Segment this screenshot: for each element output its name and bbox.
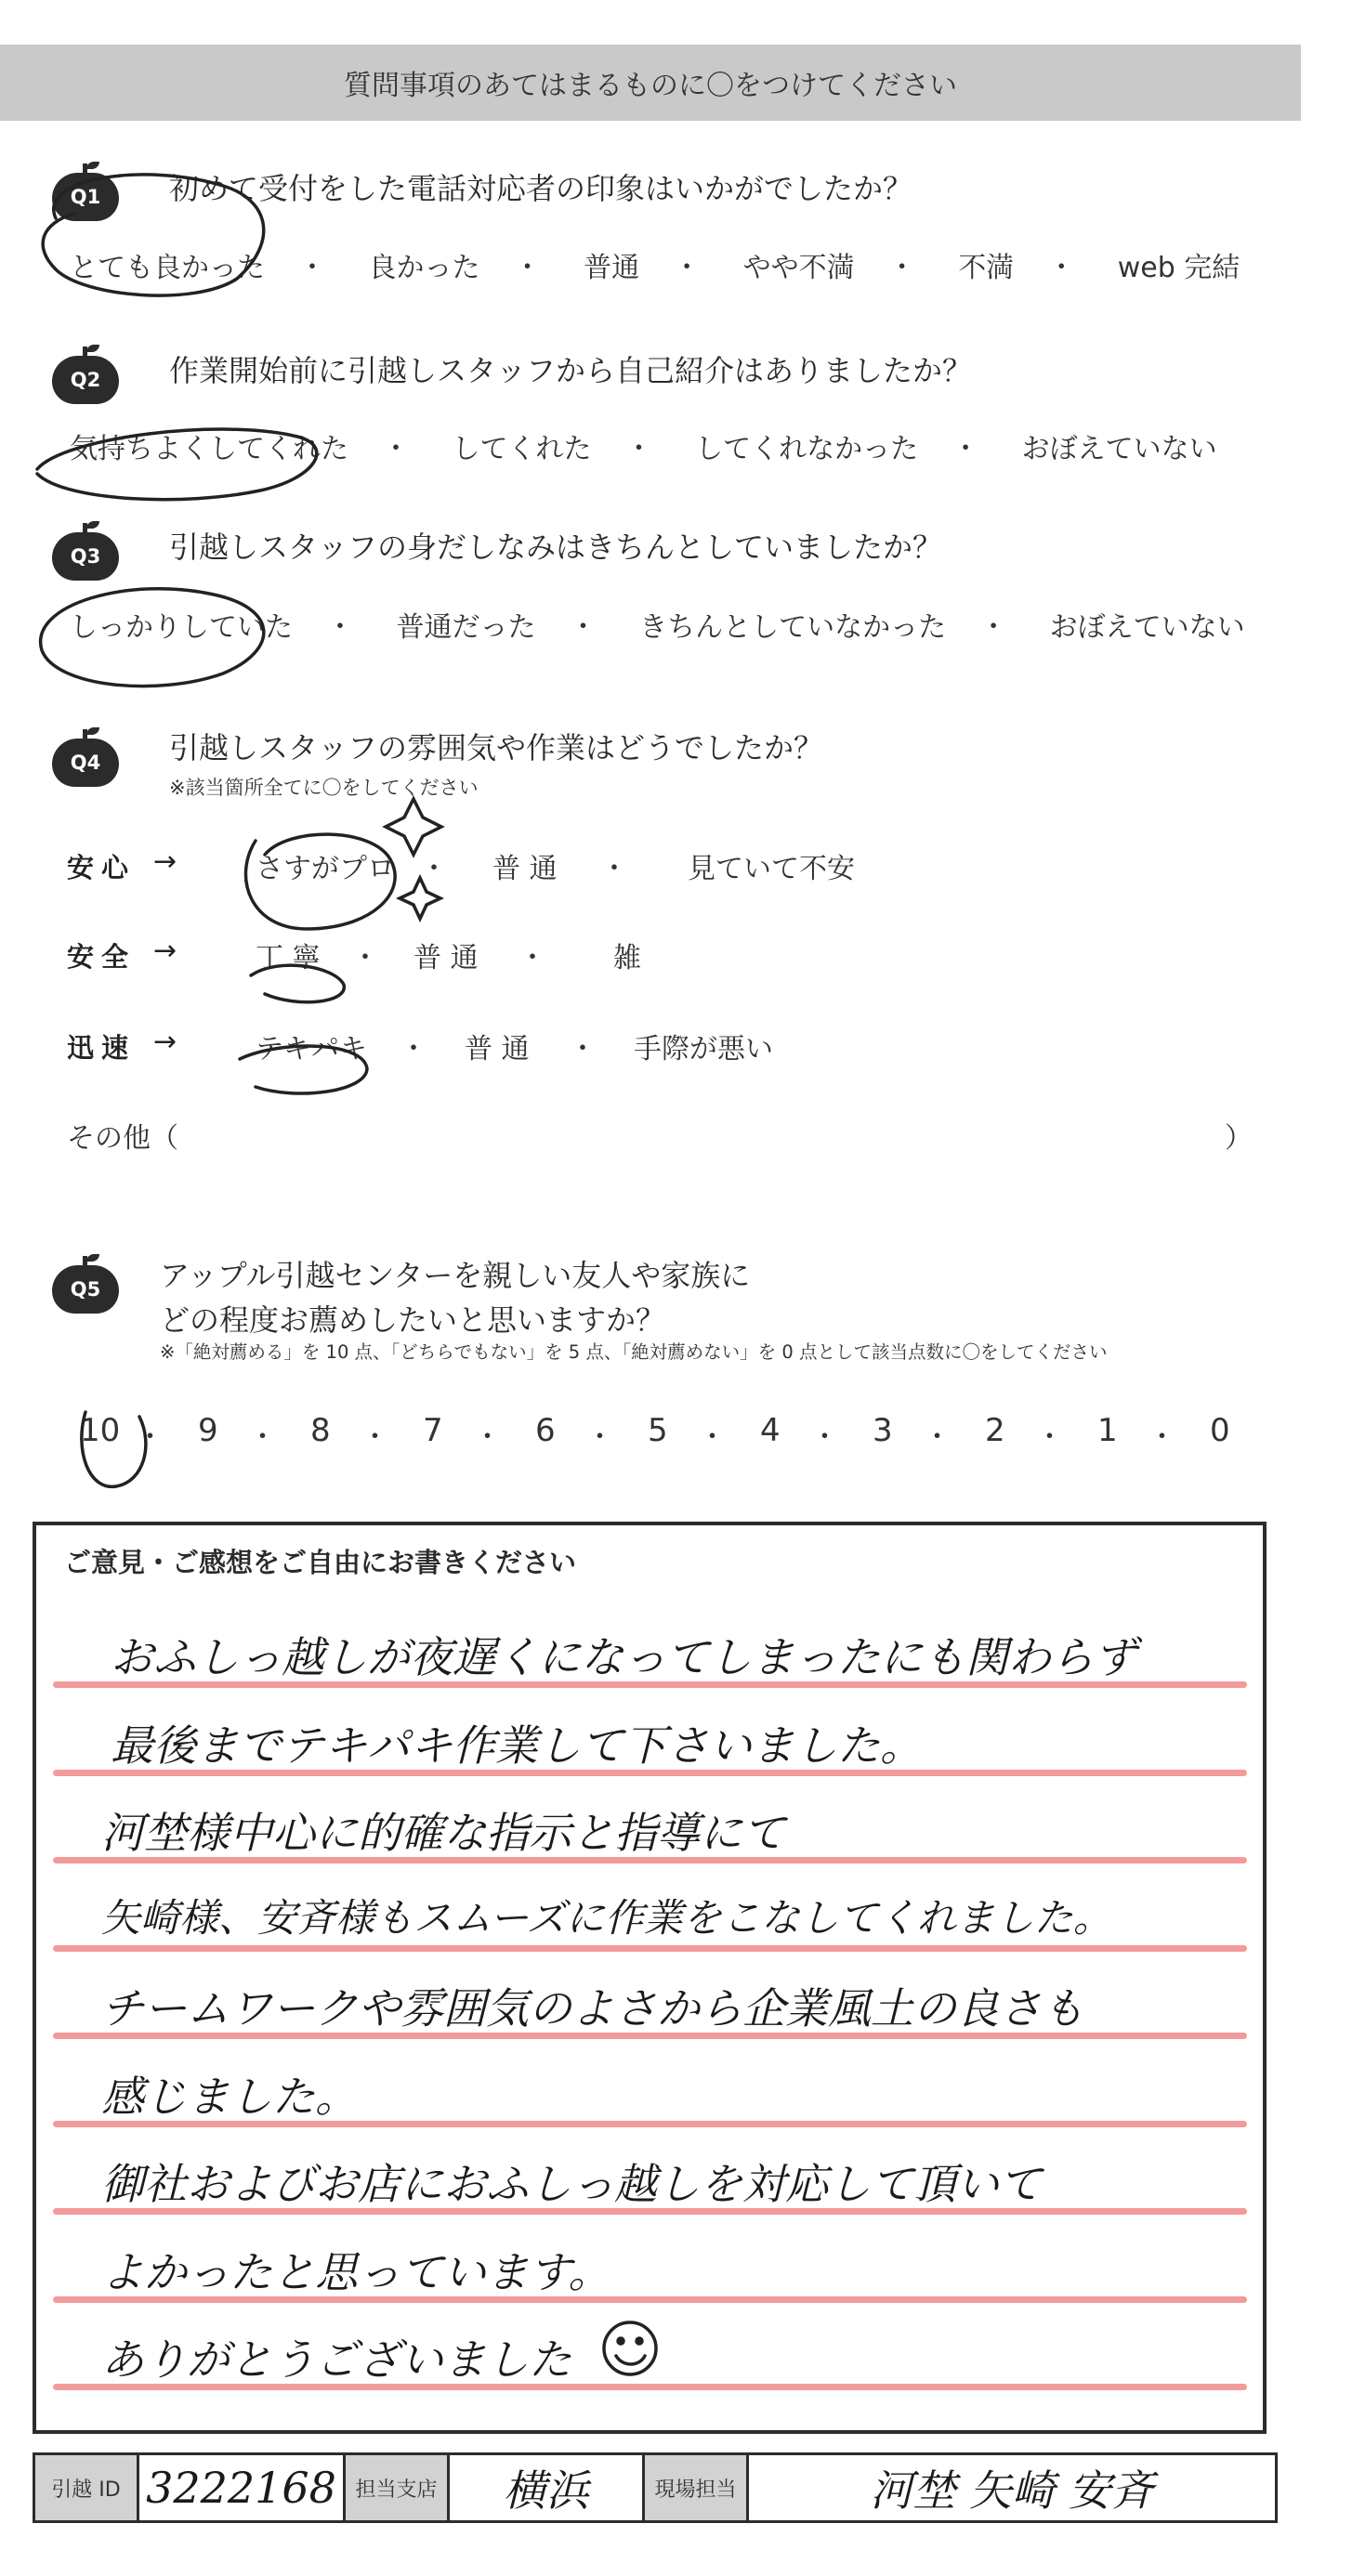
score-option[interactable]: 8 <box>310 1412 331 1449</box>
score-option[interactable]: 1 <box>1097 1412 1118 1449</box>
comment-line: 矢崎様、安斉様もスムーズに作業をこなしてくれました。 <box>101 1894 1112 1941</box>
score-separator: ・ <box>810 1421 839 1454</box>
score-separator: ・ <box>136 1421 164 1454</box>
q1-option[interactable]: 良かった <box>368 252 480 284</box>
q4-dot: ・ <box>569 1033 597 1066</box>
q4-dot: ・ <box>351 942 379 974</box>
q1-option[interactable]: とても良かった <box>70 252 265 284</box>
q1-option[interactable]: 不満 <box>958 252 1015 284</box>
q4-other-close: ） <box>1225 1122 1253 1155</box>
q2-option[interactable]: してくれた <box>452 433 592 465</box>
q2-badge-label: Q2 <box>52 356 119 404</box>
q3-question: 引越しスタッフの身だしなみはきちんとしていましたか？ <box>169 530 943 565</box>
comment-line: チームワークや雰囲気のよさから企業風土の良さも <box>101 1983 1084 2033</box>
score-separator: ・ <box>361 1421 389 1454</box>
score-separator: ・ <box>1148 1421 1176 1454</box>
score-separator: ・ <box>1035 1421 1064 1454</box>
q4-other-label: その他（ <box>67 1122 178 1155</box>
q3-option[interactable]: おぼえていない <box>1049 611 1245 644</box>
comment-line: ありがとうございました <box>101 2334 571 2385</box>
q1-option[interactable]: web 完結 <box>1117 252 1240 284</box>
q3-options: しっかりしていた ・ 普通だった ・ きちんとしていなかった ・ おぼえていない <box>70 604 1245 645</box>
score-option[interactable]: 6 <box>535 1412 556 1449</box>
q4-row-label: 安全 <box>67 941 137 973</box>
q4-row-label: 迅速 <box>67 1032 137 1064</box>
q5-badge-label: Q5 <box>52 1265 119 1314</box>
staff-label: 現場担当 <box>645 2455 749 2520</box>
score-separator: ・ <box>473 1421 502 1454</box>
q1-badge <box>52 163 119 223</box>
branch-label: 担当支店 <box>346 2455 450 2520</box>
score-separator: ・ <box>923 1421 952 1454</box>
q1-badge-label: Q1 <box>52 173 119 221</box>
q4-option[interactable]: 普 通 <box>465 1033 530 1066</box>
q3-option[interactable]: きちんとしていなかった <box>639 611 947 644</box>
q4-row-label: 安心 <box>67 852 137 883</box>
q4-option[interactable]: 見ていて不安 <box>688 853 855 885</box>
q4-option[interactable]: 丁 寧 <box>256 942 321 974</box>
q1-options: とても良かった ・ 良かった ・ 普通 ・ やや不満 ・ 不満 ・ web 完結 <box>70 244 1240 285</box>
q4-option[interactable]: 普 通 <box>413 942 479 974</box>
score-separator: ・ <box>585 1421 614 1454</box>
q3-option[interactable]: しっかりしていた <box>70 611 293 644</box>
q3-badge-label: Q3 <box>52 532 119 581</box>
footer-table <box>33 2452 1278 2523</box>
q2-options: 気持ちよくしてくれた ・ してくれた ・ してくれなかった ・ おぼえていない <box>70 425 1217 466</box>
branch-value: 横浜 <box>450 2455 645 2520</box>
score-option[interactable]: 9 <box>198 1412 218 1449</box>
q1-option[interactable]: やや不満 <box>742 252 855 284</box>
q5-question-line1: アップル引越センターを親しい友人や家族に <box>160 1258 751 1293</box>
score-separator: ・ <box>698 1421 727 1454</box>
q2-badge <box>52 347 119 406</box>
q4-dot: ・ <box>518 942 546 974</box>
score-option[interactable]: 2 <box>985 1412 1005 1449</box>
q4-question: 引越しスタッフの雰囲気や作業はどうでしたか？ <box>169 730 824 765</box>
q4-option[interactable]: テキパキ <box>256 1033 367 1066</box>
score-option[interactable]: 3 <box>873 1412 893 1449</box>
q5-badge <box>52 1256 119 1315</box>
comment-line: 感じました。 <box>101 2071 358 2122</box>
score-option[interactable]: 5 <box>648 1412 668 1449</box>
score-option[interactable]: 10 <box>80 1412 121 1449</box>
q4-option[interactable]: さすがプロ <box>256 853 395 885</box>
score-option[interactable]: 4 <box>760 1412 781 1449</box>
q4-dot: ・ <box>600 853 628 885</box>
q3-option[interactable]: 普通だった <box>396 611 536 644</box>
q4-badge-label: Q4 <box>52 739 119 787</box>
comment-line: 最後までテキパキ作業して下さいました。 <box>111 1720 923 1771</box>
q4-dot: ・ <box>400 1033 427 1066</box>
q2-option[interactable]: おぼえていない <box>1021 433 1217 465</box>
q1-question: 初めて受付をした電話対応者の印象はいかがでしたか？ <box>169 171 913 206</box>
q4-option[interactable]: 普 通 <box>492 853 558 885</box>
q4-badge <box>52 729 119 789</box>
q3-badge <box>52 523 119 582</box>
comment-box <box>33 1522 1267 2434</box>
q5-question-line2: どの程度お薦めしたいと思いますか？ <box>160 1302 666 1338</box>
move-id-value: 3222168 <box>139 2455 346 2520</box>
q2-question: 作業開始前に引越しスタッフから自己紹介はありましたか？ <box>169 353 973 388</box>
score-option[interactable]: 7 <box>423 1412 443 1449</box>
q4-option[interactable]: 手際が悪い <box>634 1033 773 1066</box>
move-id-label: 引越 ID <box>35 2455 139 2520</box>
section-header <box>0 45 1301 121</box>
arrow-icon: → <box>153 845 177 878</box>
q4-dot: ・ <box>420 853 448 885</box>
q2-option[interactable]: 気持ちよくしてくれた <box>70 433 348 465</box>
comment-line: 河埜様中心に的確な指示と指導にて <box>101 1808 785 1858</box>
q1-option[interactable]: 普通 <box>584 252 640 284</box>
q4-note: ※該当箇所全てに〇をしてください <box>169 777 479 799</box>
comment-title: ご意見・ご感想をご自由にお書きください <box>64 1547 577 1578</box>
score-separator: ・ <box>248 1421 277 1454</box>
comment-line: おふしっ越しが夜遅くになってしまったにも関わらず <box>111 1632 1136 1682</box>
q4-option[interactable]: 雑 <box>613 942 641 974</box>
score-option[interactable]: 0 <box>1210 1412 1230 1449</box>
arrow-icon: → <box>153 1026 177 1058</box>
comment-line: よかったと思っています。 <box>101 2246 611 2297</box>
ruled-line <box>53 1945 1247 1952</box>
comment-line: 御社およびお店におふしっ越しを対応して頂いて <box>101 2159 1042 2209</box>
q5-note: ※「絶対薦める」を 10 点、「どちらでもない」を 5 点、「絶対薦めない」を 0 点として該当点数に〇をしてください <box>160 1341 1108 1363</box>
header-title: 質問事項のあてはまるものに〇をつけてください <box>344 70 957 102</box>
arrow-icon: → <box>153 935 177 967</box>
staff-value: 河埜 矢崎 安斉 <box>870 2465 1154 2516</box>
q2-option[interactable]: してくれなかった <box>695 433 919 465</box>
